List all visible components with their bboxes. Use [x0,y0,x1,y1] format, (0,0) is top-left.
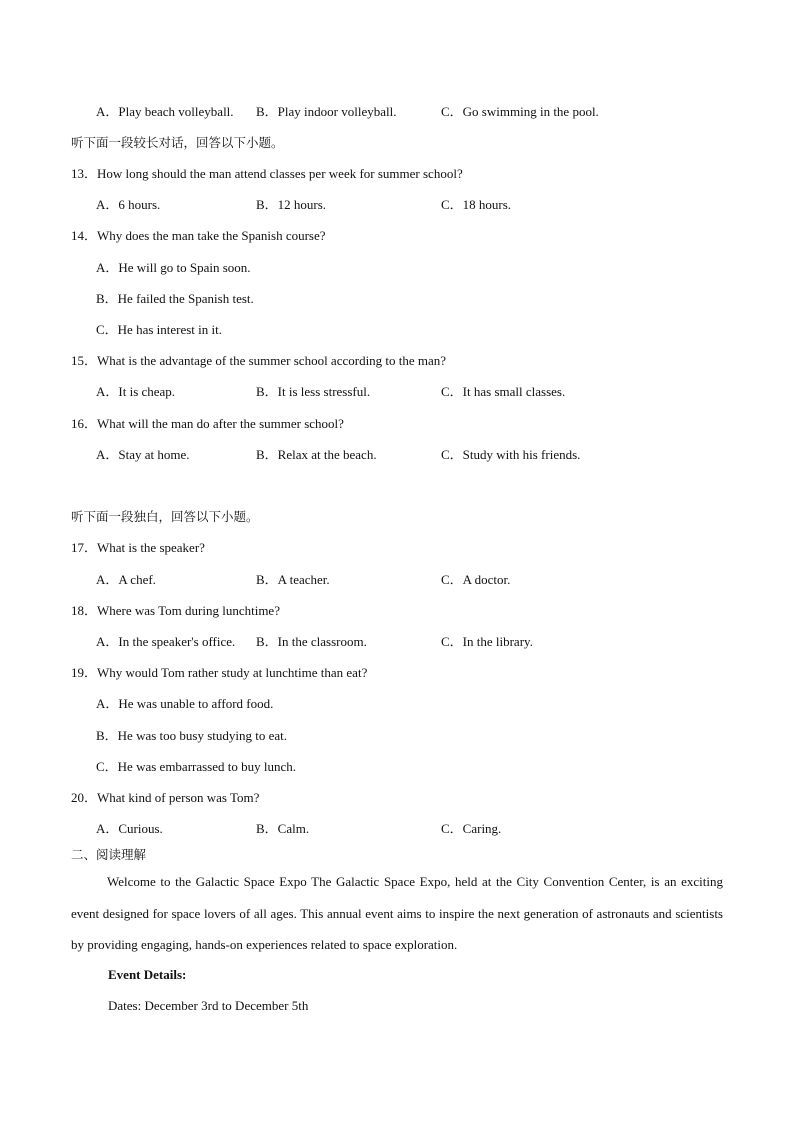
q12-option-c: C．Go swimming in the pool. [441,104,599,119]
q13-option-c: C．18 hours. [441,197,512,212]
q20-stem: 20．What kind of person was Tom? [71,790,260,805]
q14-option-a: A．He will go to Spain soon. [96,260,251,275]
q19-option-b: B．He was too busy studying to eat. [96,728,288,743]
q14-option-c: C．He has interest in it. [96,322,223,337]
section-heading-monologue: 听下面一段独白，回答以下小题。 [71,509,259,524]
q15-stem: 15．What is the advantage of the summer school according to the man? [71,353,447,368]
event-details-heading: Event Details: [108,967,187,982]
q20-option-a: A．Curious. [96,821,163,836]
reading-paragraph: Welcome to the Galactic Space Expo The Galactic Space Expo, held at the City Convention Center, is an exciting event designed for space lovers of all ages. This annual event aims to inspire the next generation of astronauts and scientists by providing engaging, hands-on experiences related to space exploration. [71,874,723,952]
q19-stem: 19．Why would Tom rather study at lunchtime than eat? [71,665,368,680]
q17-option-b: B．A teacher. [256,572,330,587]
q15-option-a: A．It is cheap. [96,384,176,399]
event-dates: Dates: December 3rd to December 5th [108,998,309,1013]
q20-option-c: C．Caring. [441,821,502,836]
q12-option-b: B．Play indoor volleyball. [256,104,397,119]
q20-option-b: B．Calm. [256,821,310,836]
q18-option-c: C．In the library. [441,634,533,649]
q18-stem: 18．Where was Tom during lunchtime? [71,603,280,618]
q16-option-b: B．Relax at the beach. [256,447,377,462]
q16-stem: 16．What will the man do after the summer school? [71,416,344,431]
q13-option-a: A．6 hours. [96,197,161,212]
q14-stem: 14．Why does the man take the Spanish course? [71,228,326,243]
q17-option-a: A．A chef. [96,572,156,587]
section-heading-reading: 二、阅读理解 [71,847,147,862]
q15-option-b: B．It is less stressful. [256,384,371,399]
q19-option-a: A．He was unable to afford food. [96,696,274,711]
q16-option-a: A．Stay at home. [96,447,190,462]
q12-option-a: A．Play beach volleyball. [96,104,234,119]
q19-option-c: C．He was embarrassed to buy lunch. [96,759,297,774]
q17-option-c: C．A doctor. [441,572,511,587]
q18-option-a: A．In the speaker's office. [96,634,236,649]
section-heading-long-dialogue: 听下面一段较长对话，回答以下小题。 [71,135,284,150]
q13-stem: 13．How long should the man attend classes per week for summer school? [71,166,463,181]
q15-option-c: C．It has small classes. [441,384,566,399]
q16-option-c: C．Study with his friends. [441,447,581,462]
q13-option-b: B．12 hours. [256,197,327,212]
q14-option-b: B．He failed the Spanish test. [96,291,254,306]
q18-option-b: B．In the classroom. [256,634,367,649]
q17-stem: 17．What is the speaker? [71,540,205,555]
